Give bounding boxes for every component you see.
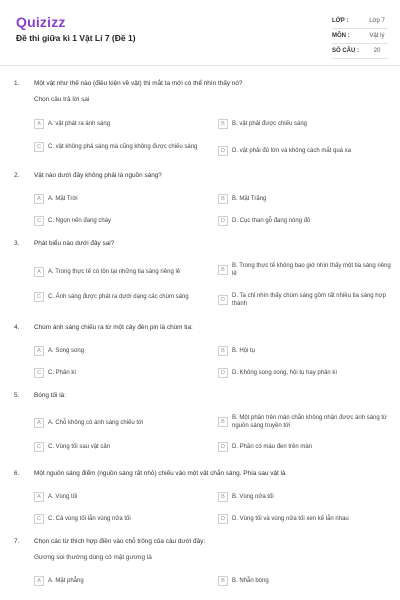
- option-d[interactable]: [218, 216, 392, 226]
- option-letter-box: D: [218, 295, 228, 305]
- option-letter-box: D: [218, 146, 228, 156]
- meta-label: SỐ CÂU :: [332, 48, 359, 54]
- option-text: D. Không song song, hội tụ hay phân kì: [232, 370, 338, 376]
- option-b[interactable]: [218, 194, 392, 204]
- option-text: C. Ngọn nến đang cháy: [48, 218, 112, 224]
- option-d[interactable]: [218, 514, 392, 524]
- option-text: D. Cục than gỗ đang nóng đỏ: [232, 218, 311, 224]
- option-letter-box: A: [34, 576, 44, 586]
- option-text: D. Phần có màu đen trên màn: [232, 444, 313, 450]
- meta-panel: [332, 14, 388, 59]
- option-text: B. Hội tụ: [232, 348, 256, 354]
- option-letter-box: D: [218, 514, 228, 524]
- option-letter-box: C: [34, 442, 44, 452]
- option-b[interactable]: [218, 576, 392, 586]
- meta-value: Vật lý: [369, 33, 385, 39]
- option-letter-box: B: [218, 492, 228, 502]
- option-text: D. vật phải đủ lớn và không cách mắt quá xa: [232, 148, 352, 154]
- option-text: A. Trong thực tế có tồn tại những tia sáng riêng lẻ: [48, 269, 181, 275]
- option-text: B. Vùng nửa tối: [232, 494, 274, 500]
- option-letter-box: A: [34, 194, 44, 204]
- option-c[interactable]: [34, 514, 208, 524]
- question-text: 6. Một nguồn sáng điểm (nguồn sáng rất nhỏ) chiếu vào một vật chắn sáng. Phía sau vật là: [14, 470, 286, 477]
- option-letter-box: A: [34, 492, 44, 502]
- meta-value: Lớp 7: [369, 18, 385, 24]
- option-d[interactable]: [218, 368, 392, 378]
- option-c[interactable]: [34, 368, 208, 378]
- option-c[interactable]: [34, 142, 208, 152]
- option-letter-box: A: [34, 267, 44, 277]
- option-text: A. vật phát ra ánh sáng: [48, 121, 111, 127]
- option-c[interactable]: [34, 442, 208, 452]
- option-letter-box: B: [218, 346, 228, 356]
- option-letter-box: C: [34, 142, 44, 152]
- question-text: 7. Chọn các từ thích hợp điền vào chỗ trống của câu dưới đây:: [14, 538, 206, 545]
- option-letter-box: C: [34, 514, 44, 524]
- option-b[interactable]: [218, 119, 392, 129]
- meta-row-class: [332, 14, 388, 29]
- option-letter-box: C: [34, 292, 44, 302]
- question-text: 2. Vật nào dưới đây không phải là nguồn sáng?: [14, 172, 162, 179]
- option-letter-box: B: [218, 417, 228, 427]
- option-letter-box: C: [34, 216, 44, 226]
- option-a[interactable]: [34, 267, 208, 277]
- option-c[interactable]: [34, 216, 208, 226]
- option-text: C. Phân kì: [48, 370, 77, 376]
- option-letter-box: A: [34, 119, 44, 129]
- option-b[interactable]: [218, 346, 392, 356]
- option-d[interactable]: [218, 292, 392, 308]
- question-text: 4. Chùm ánh sáng chiếu ra từ một cây đèn pin là chùm tia:: [14, 324, 193, 331]
- option-b[interactable]: [218, 414, 392, 430]
- question-subtext: Gương soi thường dùng có mặt gương là: [34, 554, 152, 561]
- question-text: 5. Bóng tối là:: [14, 392, 66, 399]
- option-letter-box: B: [218, 119, 228, 129]
- option-letter-box: B: [218, 576, 228, 586]
- question-text: 3. Phát biểu nào dưới đây sai?: [14, 240, 115, 247]
- option-text: A. Song song: [48, 348, 85, 354]
- option-text: C. Vùng tối sau vật cản: [48, 444, 111, 450]
- option-text: A. Mặt Trời: [48, 196, 78, 202]
- header: [0, 0, 400, 66]
- option-b[interactable]: [218, 492, 392, 502]
- option-text: D. Ta chỉ nhìn thấy chùm sáng gồm rất nhiều tia sáng hợp thành: [232, 293, 386, 307]
- question-subtext: Chọn câu trả lời sai: [34, 96, 90, 103]
- option-letter-box: D: [218, 368, 228, 378]
- option-a[interactable]: [34, 492, 208, 502]
- option-letter-box: A: [34, 346, 44, 356]
- option-text: B. Trong thực tế không bao giờ nhìn thấy một tia sáng riêng lẻ: [232, 263, 391, 277]
- question-text: 1. Một vật như thế nào (điều kiện về vật) thì mắt ta mới có thể nhìn thấy nó?: [14, 80, 243, 87]
- option-text: C. Cả vùng tối lẫn vùng nửa tối: [48, 516, 131, 522]
- option-a[interactable]: [34, 346, 208, 356]
- option-letter-box: B: [218, 265, 228, 275]
- option-text: C. vật không phả sáng mà cũng không được chiếu sáng: [48, 144, 198, 150]
- option-text: B. vật phải được chiếu sáng: [232, 121, 307, 127]
- option-text: A. Chỗ không có ánh sáng chiếu tới: [48, 420, 144, 426]
- option-text: B. Mặt Trăng: [232, 196, 267, 202]
- option-a[interactable]: [34, 418, 208, 428]
- option-text: A. Vùng tối: [48, 494, 78, 500]
- option-a[interactable]: [34, 576, 208, 586]
- option-letter-box: D: [218, 442, 228, 452]
- meta-value: 20: [373, 48, 381, 54]
- meta-row-subject: [332, 29, 388, 44]
- option-text: D. Vùng tối và vùng nửa tối xen kẽ lẫn nhau: [232, 516, 349, 522]
- option-letter-box: B: [218, 194, 228, 204]
- meta-label: MÔN :: [332, 33, 350, 39]
- option-text: B. Một phần trên màn chắn không nhận được ánh sáng từ nguồn sáng truyền tới: [232, 415, 388, 429]
- page-title: Đề thi giữa kì 1 Vật Lí 7 (Đề 1): [16, 33, 136, 43]
- option-text: B. Nhẵn bóng: [232, 578, 269, 584]
- option-c[interactable]: [34, 292, 208, 302]
- option-text: A. Mặt phẳng: [48, 578, 84, 584]
- option-a[interactable]: [34, 194, 208, 204]
- option-d[interactable]: [218, 146, 392, 156]
- option-letter-box: A: [34, 418, 44, 428]
- option-letter-box: D: [218, 216, 228, 226]
- option-b[interactable]: [218, 262, 392, 278]
- option-text: C. Ánh sáng được phát ra dưới dạng các chùm sáng: [48, 294, 189, 300]
- meta-label: LỚP :: [332, 18, 349, 24]
- option-d[interactable]: [218, 442, 392, 452]
- meta-row-count: [332, 44, 388, 59]
- option-a[interactable]: [34, 119, 208, 129]
- option-letter-box: C: [34, 368, 44, 378]
- quizizz-logo: Quizizz: [16, 14, 66, 30]
